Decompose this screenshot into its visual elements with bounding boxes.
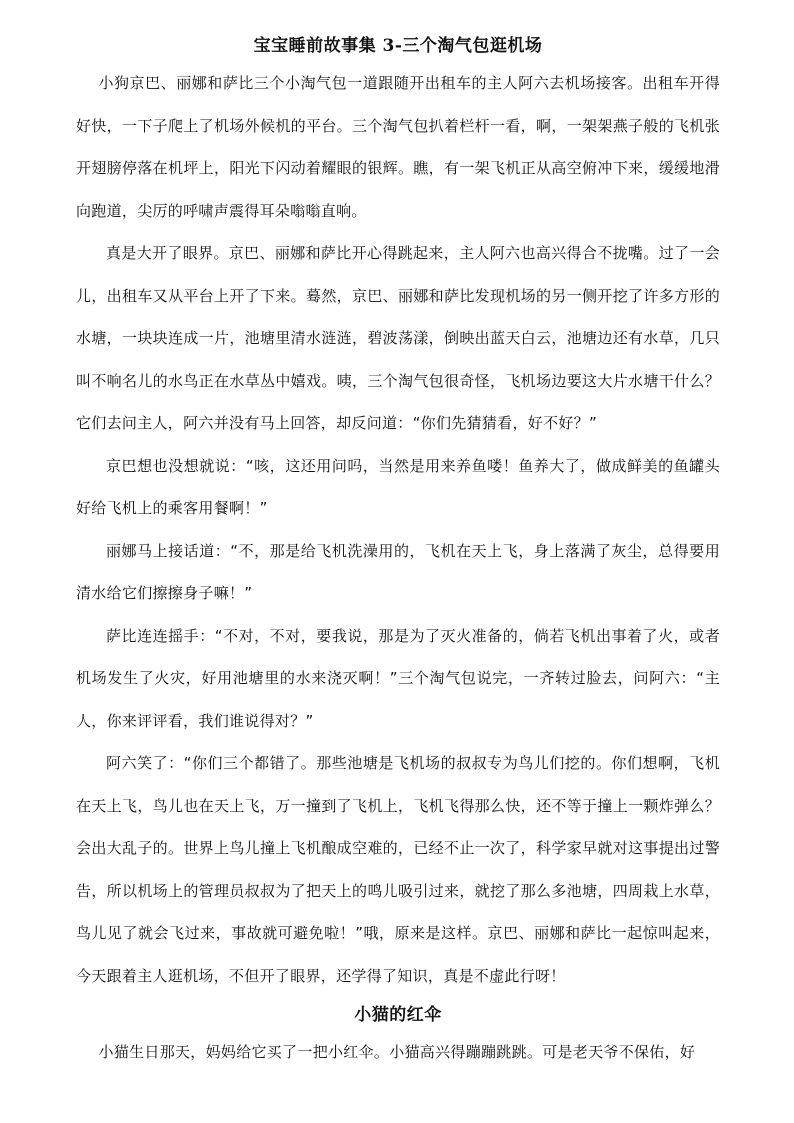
story-title-2: 小猫的红伞 <box>354 1005 442 1025</box>
story-paragraph: 萨比连连摇手：“不对，不对，要我说，那是为了灭火准备的，倘若飞机出事着了火，或者机场发生了火灾，好用池塘里的水来浇灭啊！”三个淘气包说完，一齐转过脸去，问阿六：“主人，你来评评看，我们谁说得对？” <box>76 626 720 730</box>
story-paragraph: 真是大开了眼界。京巴、丽娜和萨比开心得跳起来，主人阿六也高兴得合不拢嘴。过了一会儿，出租车又从平台上开了下来。蓦然，京巴、丽娜和萨比发现机场的另一侧开挖了许多方形的水塘，一块块连成一片，池塘里清水涟涟，碧波荡漾，倒映出蓝天白云，池塘边还有水草，几只叫不响名儿的水鸟正在水草丛中嬉戏。咦，三个淘气包很奇怪，飞机场边要这大片水塘干什么？它们去问主人，阿六并没有马上回答，却反问道：“你们先猜猜看，好不好？” <box>76 244 720 432</box>
story-paragraph: 阿六笑了：“你们三个都错了。那些池塘是飞机场的叔叔专为鸟儿们挖的。你们想啊，飞机在天上飞，鸟儿也在天上飞，万一撞到了飞机上，飞机飞得那么快，还不等于撞上一颗炸弹么？会出大乱子的。世界上鸟儿撞上飞机酿成空难的，已经不止一次了，科学家早就对这事提出过警告，所以机场上的管理员叔叔为了把天上的鸣儿吸引过来，就挖了那么多池塘，四周栽上水草，鸟儿见了就会飞过来，事故就可避免啦！”哦，原来是这样。京巴、丽娜和萨比一起惊叫起来，今天跟着主人逛机场，不但开了眼界，还学得了知识，真是不虚此行呀！ <box>76 754 720 985</box>
story-title: 宝宝睡前故事集 3-三个淘气包逛机场 <box>253 36 543 56</box>
story-paragraph: 小猫生日那天，妈妈给它买了一把小红伞。小猫高兴得蹦蹦跳跳。可是老天爷不保佑，好 <box>98 1043 696 1061</box>
document-page <box>76 30 720 1074</box>
story-paragraph: 丽娜马上接话道：“不，那是给飞机洗澡用的，飞机在天上飞，身上落满了灰尘，总得要用清水给它们擦擦身子嘛！” <box>76 541 720 602</box>
story-paragraph: 小狗京巴、丽娜和萨比三个小淘气包一道跟随开出租车的主人阿六去机场接客。出租车开得好快，一下子爬上了机场外候机的平台。三个淘气包扒着栏杆一看，啊，一架架燕子般的飞机张开翅膀停落在机坪上，阳光下闪动着耀眼的银辉。瞧，有一架飞机正从高空俯冲下来，缓缓地滑向跑道，尖厉的呼啸声震得耳朵嗡嗡直响。 <box>76 74 720 220</box>
story-paragraph: 京巴想也没想就说：“咳，这还用问吗，当然是用来养鱼喽！鱼养大了，做成鲜美的鱼罐头好给飞机上的乘客用餐啊！” <box>76 456 720 517</box>
